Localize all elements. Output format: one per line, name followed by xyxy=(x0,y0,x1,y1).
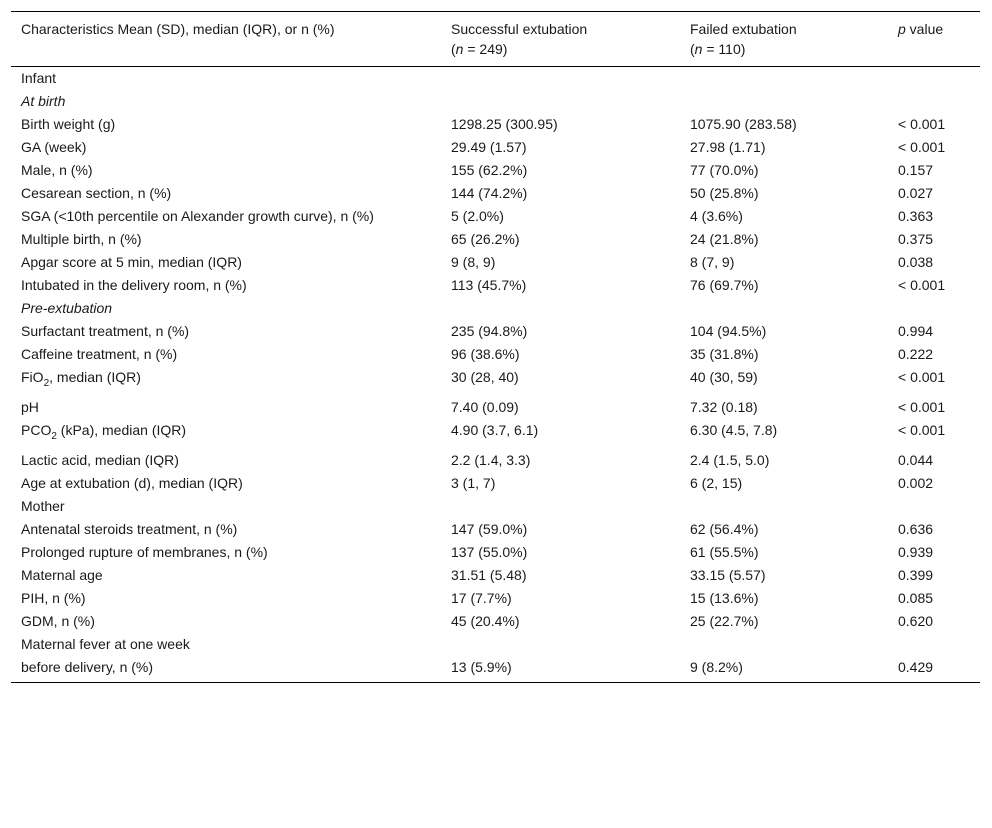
header-p-rest: value xyxy=(905,21,944,37)
row-label: Multiple birth, n (%) xyxy=(21,231,142,247)
cell-successful: 17 (7.7%) xyxy=(451,590,512,606)
cell-successful: 29.49 (1.57) xyxy=(451,139,527,155)
row-label: Male, n (%) xyxy=(21,162,93,178)
cell-p-value: < 0.001 xyxy=(898,422,946,438)
cell-p-value: 0.222 xyxy=(898,346,934,362)
section-pre-extubation: Pre-extubation xyxy=(21,300,113,316)
table-row xyxy=(11,587,980,610)
cell-failed: 33.15 (5.57) xyxy=(690,567,766,583)
table-row xyxy=(11,205,980,228)
cell-p-value: < 0.001 xyxy=(898,139,946,155)
cell-p-value: 0.044 xyxy=(898,452,934,468)
cell-successful: 13 (5.9%) xyxy=(441,656,680,683)
table-row xyxy=(11,564,980,587)
cell-successful: 31.51 (5.48) xyxy=(451,567,527,583)
cell-successful: 1298.25 (300.95) xyxy=(451,116,558,132)
cell-failed: 8 (7, 9) xyxy=(690,254,735,270)
row-label-post: (kPa), median (IQR) xyxy=(56,422,187,438)
cell-failed: 7.32 (0.18) xyxy=(690,399,758,415)
row-label-pre: PCO xyxy=(21,422,52,438)
cell-failed: 1075.90 (283.58) xyxy=(690,116,797,132)
cell-failed: 50 (25.8%) xyxy=(690,185,759,201)
row-label: PIH, n (%) xyxy=(21,590,86,606)
cell-failed: 62 (56.4%) xyxy=(690,521,759,537)
cell-p-value: 0.939 xyxy=(898,544,934,560)
row-label: GDM, n (%) xyxy=(21,613,95,629)
table-row xyxy=(11,182,980,205)
row-label-subscript: 2 xyxy=(43,378,50,389)
header-successful-n-value: = 249) xyxy=(463,41,508,57)
cell-successful: 65 (26.2%) xyxy=(451,231,520,247)
row-label: Intubated in the delivery room, n (%) xyxy=(21,277,247,293)
cell-failed: 76 (69.7%) xyxy=(690,277,759,293)
table-row xyxy=(11,419,980,449)
cell-failed: 24 (21.8%) xyxy=(690,231,759,247)
cell-p-value: 0.085 xyxy=(898,590,934,606)
row-label: Lactic acid, median (IQR) xyxy=(21,452,179,468)
table-row xyxy=(11,366,980,396)
cell-successful: 147 (59.0%) xyxy=(451,521,528,537)
table-row xyxy=(11,159,980,182)
cell-p-value: 0.002 xyxy=(898,475,934,491)
table-row xyxy=(11,396,980,419)
section-row-infant xyxy=(11,67,980,91)
row-label-post: , median (IQR) xyxy=(49,369,141,385)
cell-p-value: < 0.001 xyxy=(898,369,946,385)
cell-p-value: < 0.001 xyxy=(898,116,946,132)
header-successful-n: (n = 249) xyxy=(451,41,508,57)
table-row xyxy=(11,251,980,274)
cell-successful: 155 (62.2%) xyxy=(451,162,528,178)
table-body xyxy=(11,67,980,683)
section-row-pre-extubation xyxy=(11,297,980,320)
cell-successful: 96 (38.6%) xyxy=(451,346,520,362)
cell-failed: 35 (31.8%) xyxy=(690,346,759,362)
cell-successful: 5 (2.0%) xyxy=(451,208,504,224)
row-label: Maternal age xyxy=(21,567,103,583)
row-label: Prolonged rupture of membranes, n (%) xyxy=(21,544,268,560)
table-header xyxy=(11,12,980,67)
cell-failed: 40 (30, 59) xyxy=(690,369,758,385)
table-row xyxy=(11,228,980,251)
header-characteristics-label: Characteristics Mean (SD), median (IQR), or n (%) xyxy=(21,21,335,37)
header-failed-n-label: n xyxy=(694,41,703,57)
cell-p-value: 0.620 xyxy=(898,613,934,629)
header-failed-n: (n = 110) xyxy=(690,41,746,57)
header-failed-label: Failed extubation xyxy=(690,21,797,37)
row-label: Age at extubation (d), median (IQR) xyxy=(21,475,243,491)
cell-p-value: 0.994 xyxy=(898,323,934,339)
cell-successful: 30 (28, 40) xyxy=(451,369,519,385)
characteristics-table-container xyxy=(11,11,980,683)
row-label-pre: FiO xyxy=(21,369,44,385)
section-at-birth: At birth xyxy=(21,93,66,109)
row-label xyxy=(11,366,441,396)
cell-failed: 6 (2, 15) xyxy=(690,475,743,491)
cell-failed: 15 (13.6%) xyxy=(690,590,759,606)
cell-failed: 27.98 (1.71) xyxy=(690,139,766,155)
table-row xyxy=(11,274,980,297)
cell-successful: 2.2 (1.4, 3.3) xyxy=(451,452,531,468)
cell-p-value: 0.157 xyxy=(898,162,934,178)
cell-failed: 104 (94.5%) xyxy=(690,323,767,339)
row-label: Birth weight (g) xyxy=(21,116,116,132)
section-mother: Mother xyxy=(21,498,65,514)
table-row xyxy=(11,449,980,472)
table-row xyxy=(11,320,980,343)
row-label: pH xyxy=(21,399,39,415)
row-label: Cesarean section, n (%) xyxy=(21,185,172,201)
cell-p-value: < 0.001 xyxy=(898,277,946,293)
cell-failed: 6.30 (4.5, 7.8) xyxy=(690,422,778,438)
table-row xyxy=(11,610,980,633)
cell-p-value: 0.363 xyxy=(898,208,934,224)
table-row xyxy=(11,472,980,495)
header-characteristics xyxy=(11,12,441,67)
cell-failed: 77 (70.0%) xyxy=(690,162,759,178)
header-failed xyxy=(680,12,888,67)
cell-failed: 2.4 (1.5, 5.0) xyxy=(690,452,770,468)
row-label: Antenatal steroids treatment, n (%) xyxy=(21,521,238,537)
row-label: Caffeine treatment, n (%) xyxy=(21,346,178,362)
cell-successful: 3 (1, 7) xyxy=(451,475,496,491)
header-successful xyxy=(441,12,680,67)
row-label-line2: before delivery, n (%) xyxy=(11,656,441,683)
cell-failed: 4 (3.6%) xyxy=(690,208,743,224)
header-p-value xyxy=(888,12,980,67)
section-infant: Infant xyxy=(21,70,57,86)
row-label: SGA (<10th percentile on Alexander growth curve), n (%) xyxy=(21,208,374,224)
header-successful-n-label: n xyxy=(455,41,464,57)
table-row xyxy=(11,136,980,159)
cell-successful: 9 (8, 9) xyxy=(451,254,496,270)
cell-successful: 7.40 (0.09) xyxy=(451,399,519,415)
table-row xyxy=(11,541,980,564)
cell-successful: 235 (94.8%) xyxy=(451,323,528,339)
cell-failed: 9 (8.2%) xyxy=(680,656,888,683)
table-row xyxy=(11,113,980,136)
header-p-label: p xyxy=(898,21,906,37)
cell-successful: 137 (55.0%) xyxy=(451,544,528,560)
row-label: Apgar score at 5 min, median (IQR) xyxy=(21,254,242,270)
cell-p-value: 0.038 xyxy=(898,254,934,270)
header-row xyxy=(11,12,980,67)
cell-successful: 113 (45.7%) xyxy=(451,277,527,293)
cell-successful: 45 (20.4%) xyxy=(451,613,520,629)
cell-successful: 144 (74.2%) xyxy=(451,185,528,201)
header-successful-label: Successful extubation xyxy=(451,21,588,37)
cell-p-value: 0.636 xyxy=(898,521,934,537)
row-label xyxy=(11,419,441,449)
cell-p-value: 0.027 xyxy=(898,185,934,201)
cell-failed: 25 (22.7%) xyxy=(690,613,759,629)
table-row xyxy=(11,518,980,541)
row-label: Surfactant treatment, n (%) xyxy=(21,323,190,339)
characteristics-table xyxy=(11,11,980,683)
cell-successful: 4.90 (3.7, 6.1) xyxy=(451,422,539,438)
header-failed-n-value: = 110) xyxy=(702,41,746,57)
row-label-subscript: 2 xyxy=(51,431,57,442)
row-label-line1: Maternal fever at one week xyxy=(21,636,190,652)
section-row-mother xyxy=(11,495,980,518)
table-row xyxy=(11,633,980,656)
cell-p-value: < 0.001 xyxy=(898,399,946,415)
section-row-at-birth xyxy=(11,90,980,113)
table-row xyxy=(11,343,980,366)
table-row xyxy=(11,656,980,683)
cell-p-value: 0.429 xyxy=(888,656,980,683)
row-label: GA (week) xyxy=(21,139,87,155)
cell-failed: 61 (55.5%) xyxy=(690,544,759,560)
cell-p-value: 0.399 xyxy=(898,567,934,583)
cell-p-value: 0.375 xyxy=(898,231,934,247)
